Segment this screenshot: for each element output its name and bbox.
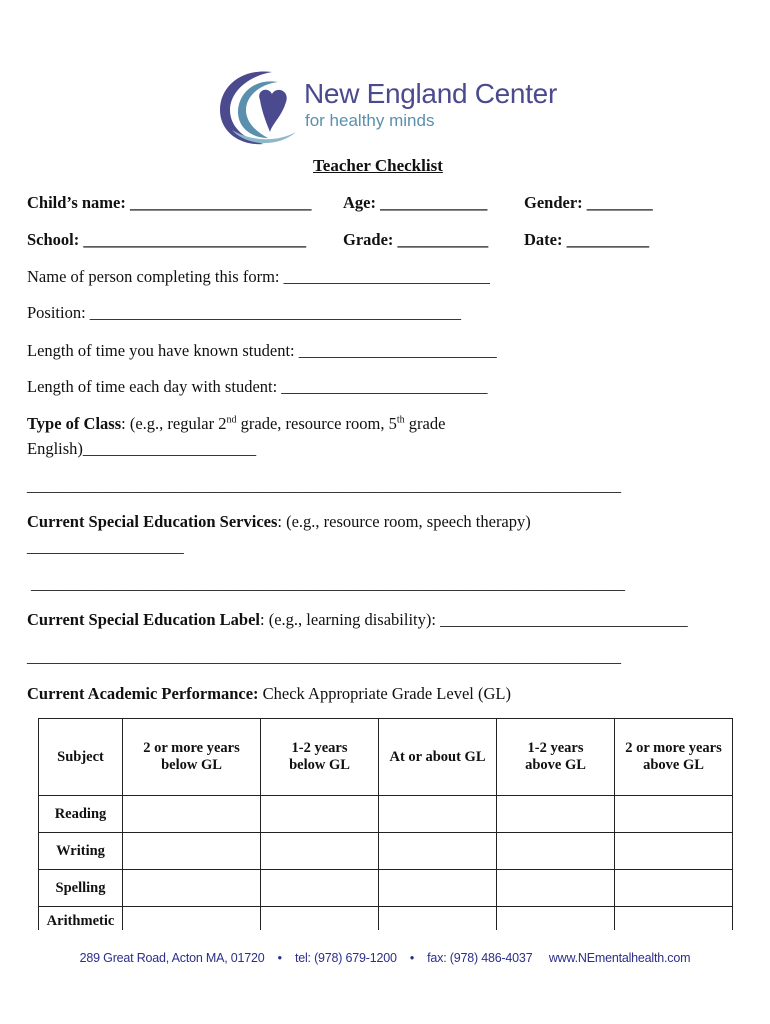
special-label-line-2[interactable]: ________________________________________________________________________ [27,647,621,666]
completing-person-field[interactable]: Name of person completing this form: _________________________ [27,267,490,286]
check-cell[interactable] [497,796,615,833]
special-label-line[interactable] [27,610,688,630]
age-field[interactable]: Age: _____________ [343,193,488,212]
logo-tagline: for healthy minds [305,111,435,130]
time-each-day-field[interactable]: Length of time each day with student: _________________________ [27,377,488,396]
academic-performance-hint: Check Appropriate Grade Level (GL) [258,684,511,703]
check-cell[interactable] [379,833,497,870]
type-of-class-line[interactable] [27,414,445,434]
header-at-about: At or about GL [379,719,497,796]
special-label-hint: : (e.g., learning disability): ______________________________ [260,610,688,629]
special-services-hint: : (e.g., resource room, speech therapy) [277,512,531,531]
check-cell[interactable] [615,833,733,870]
footer-tel: tel: (978) 679-1200 [294,951,397,965]
subject-cell: Writing [39,833,123,870]
type-of-class-line-2[interactable]: English)_____________________ [27,439,257,458]
gender-field[interactable]: Gender: ________ [524,193,653,212]
check-cell[interactable] [261,796,379,833]
footer [0,951,770,965]
check-cell[interactable] [615,870,733,907]
position-field[interactable]: Position: _____________________________________________ [27,303,462,322]
type-of-class-hint-c: grade [404,414,446,433]
check-cell[interactable] [615,796,733,833]
check-cell[interactable] [123,833,261,870]
special-services-line-2[interactable]: ___________________ [27,537,184,556]
subject-cell: Spelling [39,870,123,907]
school-field[interactable]: School: ___________________________ [27,230,307,249]
check-cell[interactable] [379,870,497,907]
footer-web-link[interactable]: www.NEmentalhealth.com [548,951,691,965]
header-subject: Subject [39,719,123,796]
table-row [39,796,733,833]
subject-cell: Arithmetic [39,907,123,950]
header-2plus-above: 2 or more years above GL [615,719,733,796]
type-of-class-label: Type of Class [27,414,122,433]
check-cell[interactable] [261,870,379,907]
footer-dot: • [277,951,282,965]
logo-name: New England Center [304,78,557,109]
check-cell[interactable] [261,833,379,870]
check-cell[interactable] [497,833,615,870]
superscript-th: th [396,414,405,426]
academic-performance-line [27,684,511,704]
date-field[interactable]: Date: __________ [524,230,650,249]
special-services-label: Current Special Education Services [27,512,278,531]
logo-emblem-icon [212,66,307,148]
grade-level-table [38,718,733,950]
table-row [39,870,733,907]
type-of-class-hint-a: : (e.g., regular 2 [121,414,227,433]
known-student-field[interactable]: Length of time you have known student: ________________________ [27,341,497,360]
check-cell[interactable] [497,870,615,907]
academic-performance-label: Current Academic Performance: [27,684,259,703]
special-services-line-3[interactable]: ________________________________________________________________________ [31,574,625,593]
footer-dot: • [409,951,415,965]
footer-address: 289 Great Road, Acton MA, 01720 [79,951,265,965]
subject-cell: Reading [39,796,123,833]
header-2plus-below: 2 or more years below GL [123,719,261,796]
special-services-line[interactable] [27,512,531,532]
table-row [39,833,733,870]
check-cell[interactable] [123,796,261,833]
grade-field[interactable]: Grade: ___________ [343,230,489,249]
type-of-class-hint-b: grade, resource room, 5 [236,414,397,433]
page-title: Teacher Checklist [313,156,443,175]
header-1-2-above: 1-2 years above GL [497,719,615,796]
footer-fax: fax: (978) 486-4037 [427,951,533,965]
page-clip [0,930,770,1024]
check-cell[interactable] [379,796,497,833]
check-cell[interactable] [123,870,261,907]
child-name-field[interactable]: Child’s name: ______________________ [27,193,312,212]
type-of-class-line-3[interactable]: ________________________________________________________________________ [27,476,621,495]
special-label-label: Current Special Education Label [27,610,261,629]
header-1-2-below: 1-2 years below GL [261,719,379,796]
superscript-nd: nd [226,414,237,426]
